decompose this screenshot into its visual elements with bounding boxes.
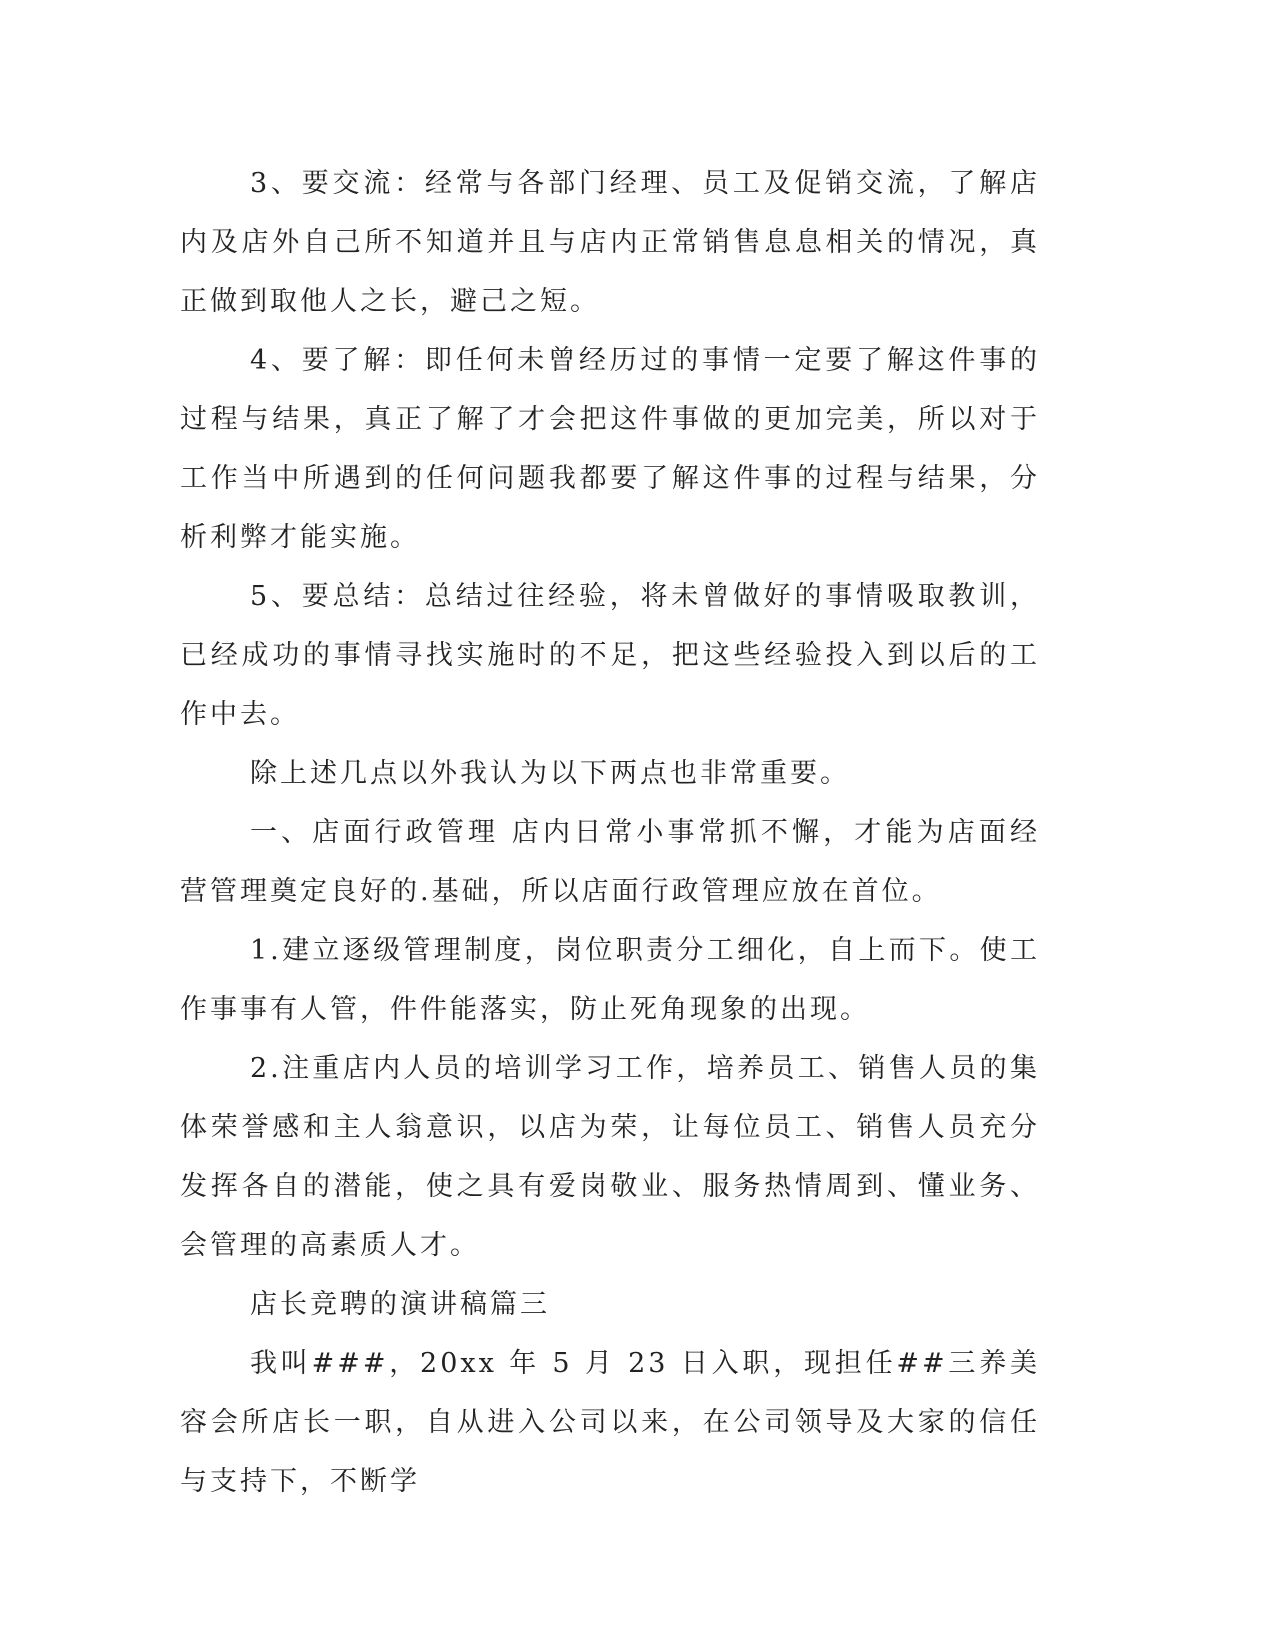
paragraph-summarize: 5、要总结：总结过往经验，将未曾做好的事情吸取教训，已经成功的事情寻找实施时的不足，把这些经验投入到以后的工作中去。 <box>180 581 1040 730</box>
paragraph-self-intro: 我叫###，20xx 年 5 月 23 日入职，现担任##三养美容会所店长一职，自从进入公司以来，在公司领导及大家的信任与支持下，不断学 <box>180 1348 1040 1497</box>
paragraph-item-2: 2.注重店内人员的培训学习工作，培养员工、销售人员的集体荣誉感和主人翁意识，以店为荣，让每位员工、销售人员充分发挥各自的潜能，使之具有爱岗敬业、服务热情周到、懂业务、会管理的高素质人才。 <box>180 1053 1040 1261</box>
paragraph-transition: 除上述几点以外我认为以下两点也非常重要。 <box>250 758 850 789</box>
section-heading: 店长竞聘的演讲稿篇三 <box>250 1289 550 1320</box>
paragraph-item-1: 1.建立逐级管理制度，岗位职责分工细化，自上而下。使工作事事有人管，件件能落实，防止死角现象的出现。 <box>180 935 1040 1025</box>
paragraph-communicate: 3、要交流：经常与各部门经理、员工及促销交流，了解店内及店外自己所不知道并且与店内正常销售息息相关的情况，真正做到取他人之长，避己之短。 <box>180 168 1040 317</box>
document-body <box>180 154 1040 1511</box>
paragraph-admin-management: 一、店面行政管理 店内日常小事常抓不懈，才能为店面经营管理奠定良好的.基础，所以店面行政管理应放在首位。 <box>180 817 1040 907</box>
paragraph-understand: 4、要了解：即任何未曾经历过的事情一定要了解这件事的过程与结果，真正了解了才会把这件事做的更加完美，所以对于工作当中所遇到的任何问题我都要了解这件事的过程与结果，分析利弊才能实施。 <box>180 345 1040 553</box>
